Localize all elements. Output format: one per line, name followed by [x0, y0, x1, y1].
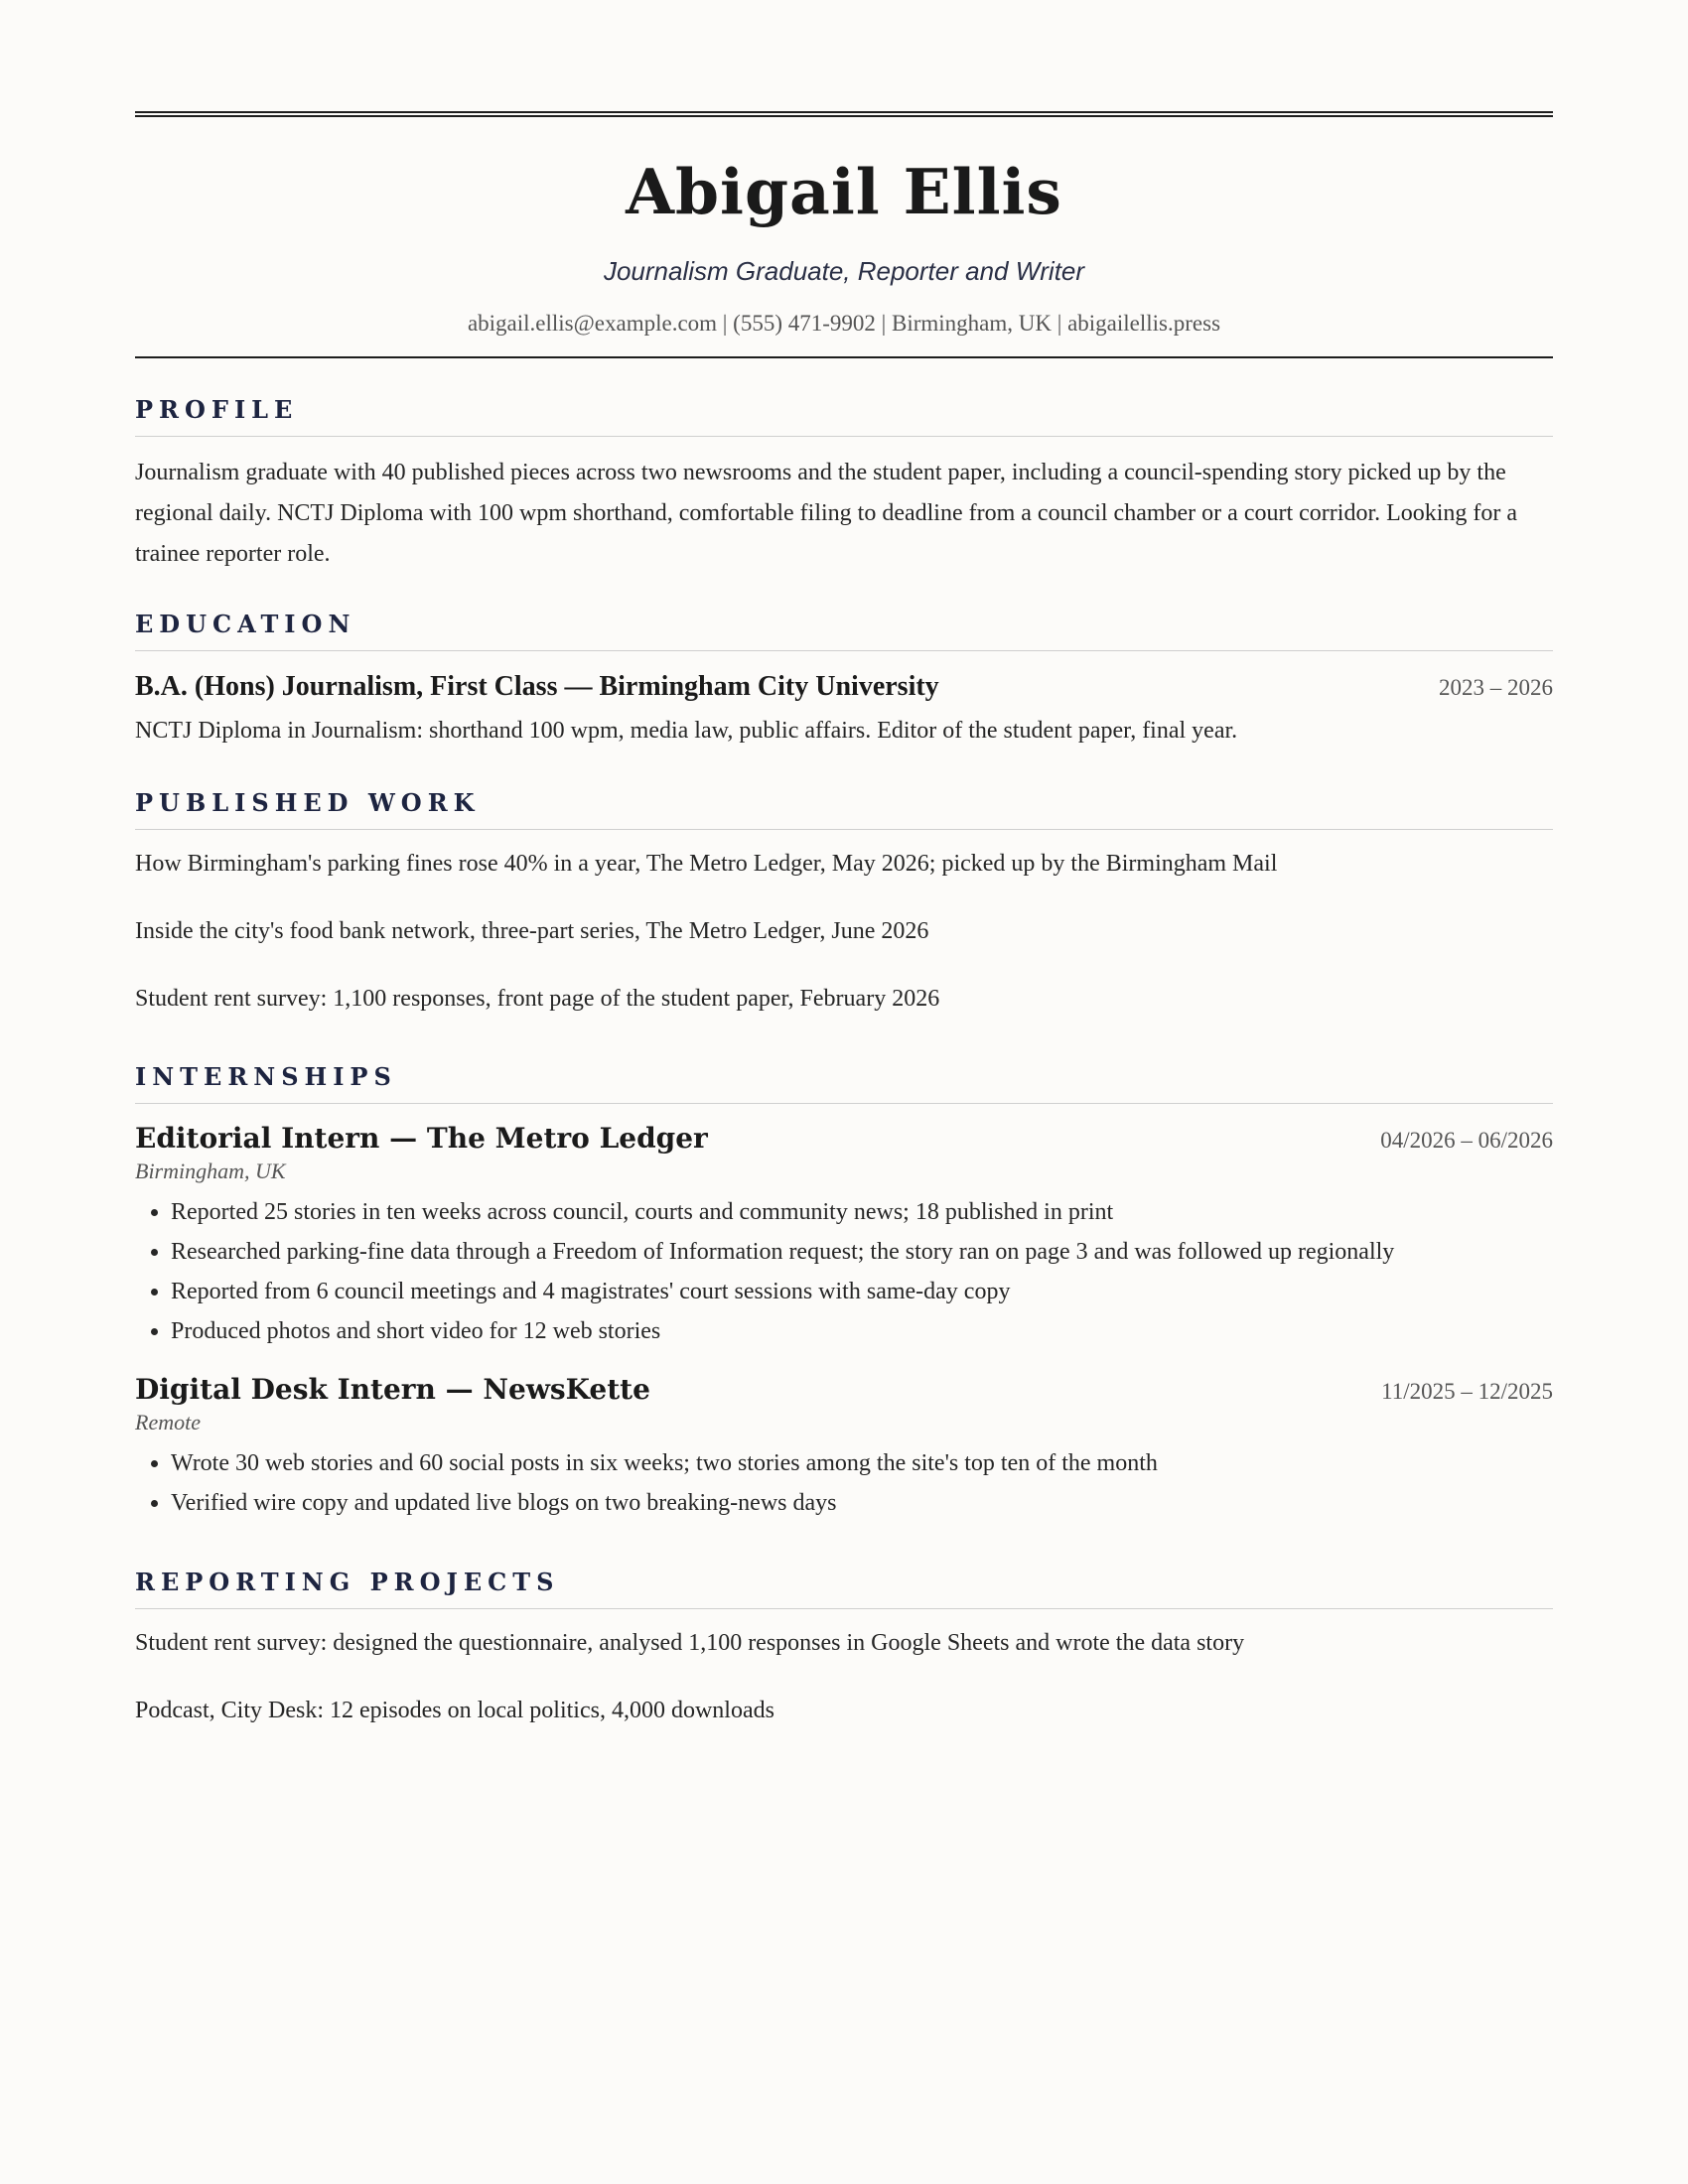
resume-header	[135, 155, 1553, 337]
education-section	[135, 610, 1553, 751]
education-entry	[135, 671, 1553, 703]
internship-location: Remote	[135, 1410, 201, 1434]
bullet-item: • Produced photos and short video for 12 web stories	[171, 1311, 1553, 1351]
internship-dates: 04/2026 – 06/2026	[1380, 1128, 1553, 1153]
internship-entry	[135, 1122, 1553, 1351]
internship-header	[135, 1373, 1553, 1406]
bullet-item: • Verified wire copy and updated live blogs on two breaking-news days	[171, 1483, 1553, 1523]
section-title-education: EDUCATION	[135, 613, 1553, 651]
internship-title: Editorial Intern — The Metro Ledger	[135, 1122, 708, 1155]
reporting-projects-section	[135, 1570, 1553, 1731]
bullet-item: • Researched parking-fine data through a Freedom of Information request; the story ran on page 3 and was followed up regionally	[171, 1232, 1553, 1272]
header-rule	[135, 356, 1553, 358]
internship-bullets	[135, 1443, 1553, 1523]
reporting-projects-list	[135, 1623, 1553, 1731]
education-degree: B.A. (Hons) Journalism, First Class — Birmingham City University	[135, 671, 939, 702]
education-dates: 2023 – 2026	[1439, 675, 1553, 700]
section-title-published-work: PUBLISHED WORK	[135, 791, 1553, 830]
profile-section	[135, 395, 1553, 575]
published-work-section	[135, 788, 1553, 1020]
project-item: Podcast, City Desk: 12 episodes on local politics, 4,000 downloads	[135, 1698, 774, 1723]
published-work-list	[135, 844, 1553, 1020]
internship-location: Birmingham, UK	[135, 1159, 286, 1183]
top-double-rule	[135, 111, 1553, 117]
candidate-tagline: Journalism Graduate, Reporter and Writer	[603, 256, 1085, 286]
section-title-reporting-projects: REPORTING PROJECTS	[135, 1570, 1553, 1609]
internship-bullets	[135, 1192, 1553, 1351]
internship-dates: 11/2025 – 12/2025	[1381, 1379, 1553, 1404]
candidate-name: Abigail Ellis	[626, 155, 1062, 228]
education-description: NCTJ Diploma in Journalism: shorthand 100 wpm, media law, public affairs. Editor of the student paper, final year.	[135, 718, 1238, 744]
section-title-internships: INTERNSHIPS	[135, 1065, 1553, 1104]
published-item: How Birmingham's parking fines rose 40% in a year, The Metro Ledger, May 2026; picked up by the Birmingham Mail	[135, 851, 1278, 877]
internships-section	[135, 1062, 1553, 1523]
internship-title: Digital Desk Intern — NewsKette	[135, 1373, 650, 1406]
profile-text: Journalism graduate with 40 published pieces across two newsrooms and the student paper, including a council-spending story picked up by the regional daily. NCTJ Diploma with 100 wpm shorthand, comfortable filing to deadline from a council chamber or a court corridor. Looking for a trainee reporter role.	[135, 460, 1518, 567]
bullet-item: • Reported 25 stories in ten weeks across council, courts and community news; 18 published in print	[171, 1192, 1553, 1232]
bullet-item: • Wrote 30 web stories and 60 social posts in six weeks; two stories among the site's top ten of the month	[171, 1443, 1553, 1483]
project-item: Student rent survey: designed the questionnaire, analysed 1,100 responses in Google Sheets and wrote the data story	[135, 1630, 1245, 1656]
internship-entry	[135, 1373, 1553, 1523]
section-title-profile: PROFILE	[135, 398, 1553, 437]
resume-page	[135, 111, 1553, 1731]
published-item: Inside the city's food bank network, three-part series, The Metro Ledger, June 2026	[135, 918, 929, 944]
internship-header	[135, 1122, 1553, 1155]
contact-line: abigail.ellis@example.com | (555) 471-9902 | Birmingham, UK | abigailellis.press	[467, 311, 1221, 336]
bullet-item: • Reported from 6 council meetings and 4 magistrates' court sessions with same-day copy	[171, 1272, 1553, 1311]
published-item: Student rent survey: 1,100 responses, front page of the student paper, February 2026	[135, 986, 940, 1012]
